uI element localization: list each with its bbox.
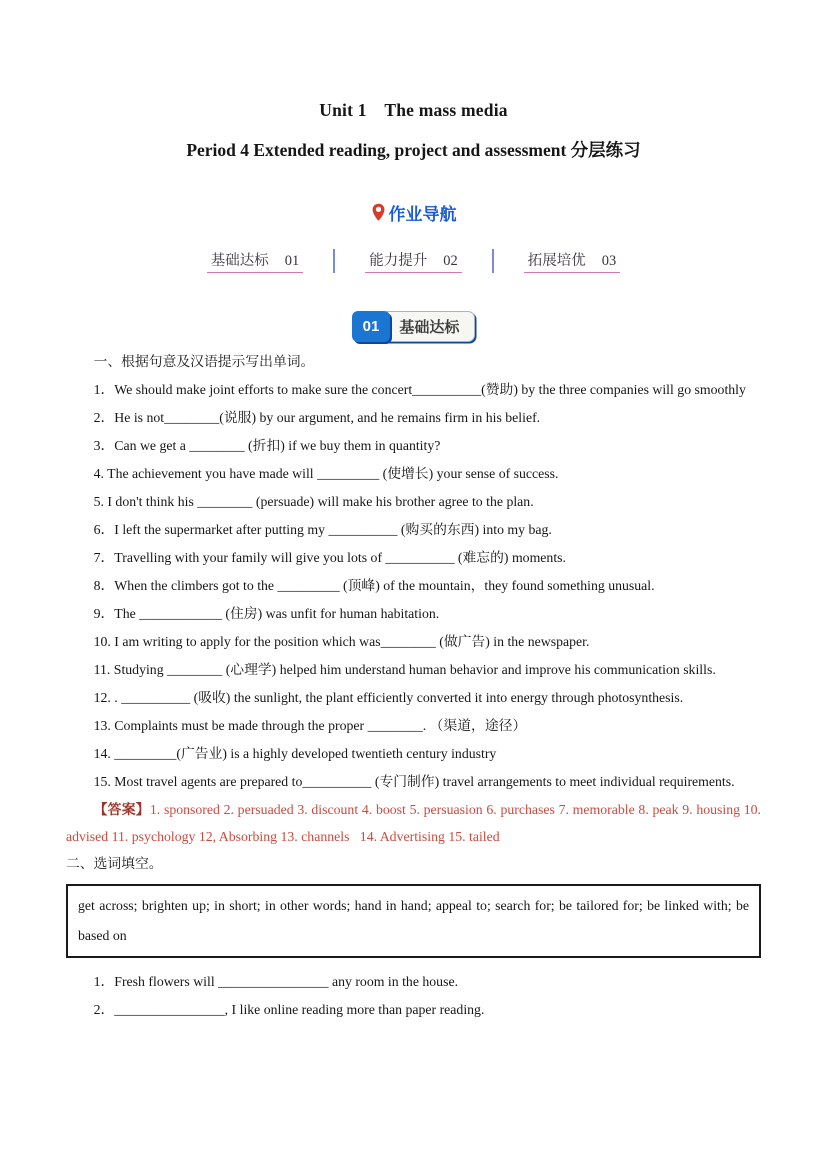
location-pin-icon — [371, 203, 386, 222]
question-item-8: 8．When the climbers got to the _________ (顶峰) of the mountain，they found something unusual. — [93, 578, 655, 593]
section-badge-row — [66, 311, 761, 342]
nav-link-number: 01 — [284, 253, 300, 269]
word-bank-box: get across; brighten up; in short; in other words; hand in hand; appeal to; search for; be tailored for; be linked with; be based on — [66, 884, 761, 958]
nav-link-number: 03 — [601, 253, 617, 269]
nav-links — [66, 249, 761, 273]
section2-question-item-2: 2．________________, I like online reading more than paper reading. — [93, 1002, 485, 1017]
answer-label: 【答案】 — [93, 802, 150, 817]
question-item-5: 5. I don't think his ________ (persuade) will make his brother agree to the plan. — [93, 494, 534, 509]
question-item-4: 4. The achievement you have made will _________ (使增长) your sense of success. — [93, 466, 559, 481]
question-item-3: 3．Can we get a ________ (折扣) if we buy them in quantity? — [93, 438, 441, 453]
section2-question-item-1: 1．Fresh flowers will ________________ any room in the house. — [93, 974, 459, 989]
nav-link-label: 能力提升 — [369, 253, 428, 269]
question-item-14: 14. _________(广告业) is a highly developed twentieth century industry — [93, 746, 497, 761]
section2-heading: 二、选词填空。 — [66, 856, 163, 871]
nav-header-label: 作业导航 — [388, 205, 457, 224]
section-badge-label: 基础达标 — [386, 311, 475, 342]
answer-paragraph — [66, 796, 765, 850]
nav-link-number: 02 — [443, 253, 458, 269]
homework-nav-header — [66, 200, 761, 225]
question-item-12: 12. . __________ (吸收) the sunlight, the plant efficiently converted it into energy through photosynthesis. — [93, 690, 684, 705]
question-item-13: 13. Complaints must be made through the proper ________. （渠道，途径） — [93, 718, 527, 733]
question-item-10: 10. I am writing to apply for the position which was________ (做广告) in the newspaper. — [93, 634, 590, 649]
question-item-15: 15. Most travel agents are prepared to__________ (专门制作) travel arrangements to meet individual requirements. — [93, 774, 735, 789]
period-title: Period 4 Extended reading, project and assessment 分层练习 — [186, 140, 641, 160]
nav-link-nenglitisheng[interactable] — [365, 249, 462, 273]
nav-divider — [333, 249, 335, 273]
question-item-1: 1．We should make joint efforts to make sure the concert__________(赞助) by the three companies will go smoothly — [93, 382, 746, 397]
question-item-2: 2．He is not________(说服) by our argument, and he remains firm in his belief. — [93, 410, 541, 425]
nav-link-jichudabiao[interactable] — [207, 249, 304, 273]
answer-text: 1. sponsored 2. persuaded 3. discount 4. boost 5. persuasion 6. purchases 7. memorable 8. peak 9. housing 10. advised 11. psychology 12, Absorbing 13. channels 14. Advertising 15. tailed — [66, 802, 765, 844]
question-item-11: 11. Studying ________ (心理学) helped him understand human behavior and improve his communication skills. — [93, 662, 716, 677]
question-item-6: 6．I left the supermarket after putting my __________ (购买的东西) into my bag. — [93, 522, 552, 537]
question-item-7: 7．Travelling with your family will give you lots of __________ (难忘的) moments. — [93, 550, 566, 565]
section-badge-number: 01 — [352, 311, 391, 342]
nav-link-label: 拓展培优 — [527, 253, 586, 269]
unit-title: Unit 1 The mass media — [319, 100, 508, 120]
nav-link-tuozhanpeiyou[interactable] — [524, 249, 621, 273]
question-item-9: 9．The ____________ (住房) was unfit for human habitation. — [93, 606, 440, 621]
nav-link-label: 基础达标 — [210, 253, 269, 269]
section-badge — [352, 311, 476, 342]
nav-divider — [492, 249, 494, 273]
section1-heading: 一、根据句意及汉语提示写出单词。 — [93, 354, 315, 369]
